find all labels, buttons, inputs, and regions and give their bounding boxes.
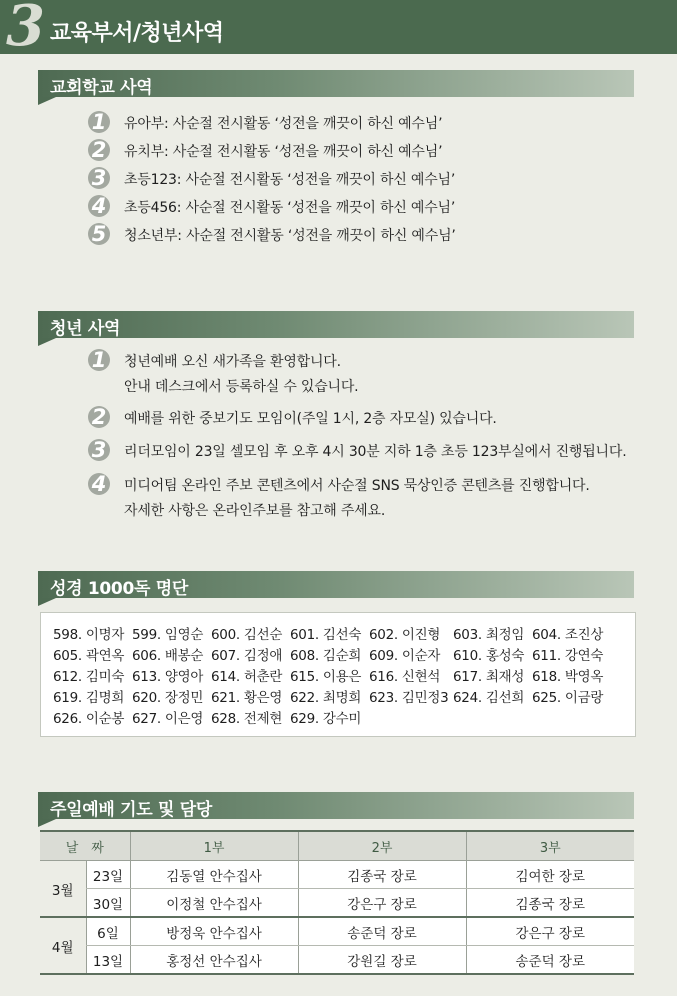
column-header: 1부 — [130, 831, 298, 861]
bible-heading — [38, 571, 634, 598]
bible-entry: 607. 김정애 — [211, 648, 283, 664]
bible-row — [53, 623, 603, 643]
service3-cell: 송준덕 장로 — [466, 946, 634, 975]
column-header: 날 짜 — [40, 831, 130, 861]
number-badge-icon: 1 — [88, 349, 112, 371]
month-cell: 4월 — [40, 917, 86, 974]
bible-entry: 624. 김선희 — [453, 690, 525, 706]
church-school-heading-label: 교회학교 사역 — [50, 78, 153, 98]
number-badge-icon: 4 — [88, 195, 112, 217]
section-number: 3 — [6, 0, 45, 59]
list-item-text: 유아부: 사순절 전시활동 ‘성전을 깨끗이 하신 예수님’ — [124, 116, 443, 132]
bible-row — [53, 644, 603, 664]
service1-cell: 홍정선 안수집사 — [130, 946, 298, 975]
list-item-text: 미디어팀 온라인 주보 콘텐츠에서 사순절 SNS 묵상인증 콘텐츠를 진행합니다. — [124, 478, 590, 494]
service3-cell: 김종국 장로 — [466, 889, 634, 918]
column-header: 3부 — [466, 831, 634, 861]
bible-entry: 604. 조진상 — [532, 627, 604, 643]
bible-entry: 606. 배봉순 — [132, 648, 204, 664]
number-badge-icon: 4 — [88, 473, 112, 495]
day-cell: 30일 — [86, 889, 130, 918]
bible-entry: 608. 김순희 — [290, 648, 362, 664]
list-item-text: 청년예배 오신 새가족을 환영합니다. — [124, 354, 341, 370]
bible-row — [53, 686, 603, 706]
service1-cell: 이정철 안수집사 — [130, 889, 298, 918]
bible-row — [53, 707, 369, 727]
bible-entry: 617. 최재성 — [453, 669, 525, 685]
bible-entry: 602. 이진형 — [369, 627, 441, 643]
day-cell: 23일 — [86, 861, 130, 889]
list-item-text-line2: 안내 데스크에서 등록하실 수 있습니다. — [124, 379, 359, 395]
bible-row — [53, 665, 603, 685]
list-item-text: 초등456: 사순절 전시활동 ‘성전을 깨끗이 하신 예수님’ — [124, 200, 456, 216]
bible-entry: 600. 김선순 — [211, 627, 283, 643]
number-badge-icon: 5 — [88, 223, 112, 245]
day-cell: 6일 — [86, 917, 130, 946]
bible-entry: 619. 김명희 — [53, 690, 125, 706]
youth-heading — [38, 311, 634, 338]
page-header — [0, 0, 677, 59]
number-badge-icon: 2 — [88, 139, 112, 161]
table-row — [40, 917, 634, 946]
month-cell: 3월 — [40, 861, 86, 918]
number-badge-icon: 1 — [88, 111, 112, 133]
day-cell: 13일 — [86, 946, 130, 975]
bible-entry: 615. 이용은 — [290, 669, 362, 685]
service2-cell: 강원길 장로 — [298, 946, 466, 975]
bible-entry: 598. 이명자 — [53, 627, 125, 643]
bible-entry: 609. 이순자 — [369, 648, 441, 664]
bible-entry: 620. 장정민 — [132, 690, 204, 706]
bible-entry: 611. 강연숙 — [532, 648, 604, 664]
youth-heading-label: 청년 사역 — [50, 319, 121, 339]
number-badge-icon: 3 — [88, 439, 112, 461]
bible-entry: 605. 곽연옥 — [53, 648, 125, 664]
page-title: 교육부서/청년사역 — [50, 21, 224, 46]
prayer-heading-label: 주일예배 기도 및 담당 — [50, 800, 212, 820]
bible-entry: 612. 김미숙 — [53, 669, 125, 685]
bible-entry: 616. 신현석 — [369, 669, 441, 685]
service2-cell: 강은구 장로 — [298, 889, 466, 918]
table-header-row — [40, 831, 634, 861]
bible-entry: 623. 김민정3 — [369, 690, 449, 706]
service2-cell: 송준덕 장로 — [298, 917, 466, 946]
list-item-text: 청소년부: 사순절 전시활동 ‘성전을 깨끗이 하신 예수님’ — [124, 228, 456, 244]
bible-entry: 627. 이은영 — [132, 711, 204, 727]
service1-cell: 김동열 안수집사 — [130, 861, 298, 889]
list-item-text: 리더모임이 23일 셀모임 후 오후 4시 30분 지하 1층 초등 123부실에서 진행됩니다. — [124, 444, 627, 460]
number-badge-icon: 2 — [88, 406, 112, 428]
bible-entry: 613. 양영아 — [132, 669, 204, 685]
service1-cell: 방정욱 안수집사 — [130, 917, 298, 946]
bible-entry: 622. 최명희 — [290, 690, 362, 706]
bible-entry: 621. 황은영 — [211, 690, 283, 706]
service3-cell: 강은구 장로 — [466, 917, 634, 946]
bible-name-list — [40, 612, 636, 737]
bible-entry: 603. 최정임 — [453, 627, 525, 643]
bible-heading-label: 성경 1000독 명단 — [50, 579, 188, 599]
church-school-heading — [38, 70, 634, 97]
prayer-heading — [38, 792, 634, 819]
prayer-schedule-table — [40, 830, 634, 975]
bible-entry: 610. 홍성숙 — [453, 648, 525, 664]
list-item-text-line2: 자세한 사항은 온라인주보를 참고해 주세요. — [124, 503, 386, 519]
bible-entry: 628. 전제현 — [211, 711, 283, 727]
bible-entry: 601. 김선숙 — [290, 627, 362, 643]
table-row — [40, 946, 634, 975]
bible-entry: 614. 허춘란 — [211, 669, 283, 685]
column-header: 2부 — [298, 831, 466, 861]
table-row — [40, 889, 634, 918]
table-row — [40, 861, 634, 889]
service3-cell: 김여한 장로 — [466, 861, 634, 889]
list-item-text: 유치부: 사순절 전시활동 ‘성전을 깨끗이 하신 예수님’ — [124, 144, 443, 160]
bible-entry: 599. 임영순 — [132, 627, 204, 643]
number-badge-icon: 3 — [88, 167, 112, 189]
bible-entry: 629. 강수미 — [290, 711, 362, 727]
bible-entry: 626. 이순봉 — [53, 711, 125, 727]
list-item-text: 초등123: 사순절 전시활동 ‘성전을 깨끗이 하신 예수님’ — [124, 172, 456, 188]
list-item-text: 예배를 위한 중보기도 모임이(주일 1시, 2층 자모실) 있습니다. — [124, 411, 497, 427]
service2-cell: 김종국 장로 — [298, 861, 466, 889]
bible-entry: 618. 박영옥 — [532, 669, 604, 685]
bible-entry: 625. 이금랑 — [532, 690, 604, 706]
